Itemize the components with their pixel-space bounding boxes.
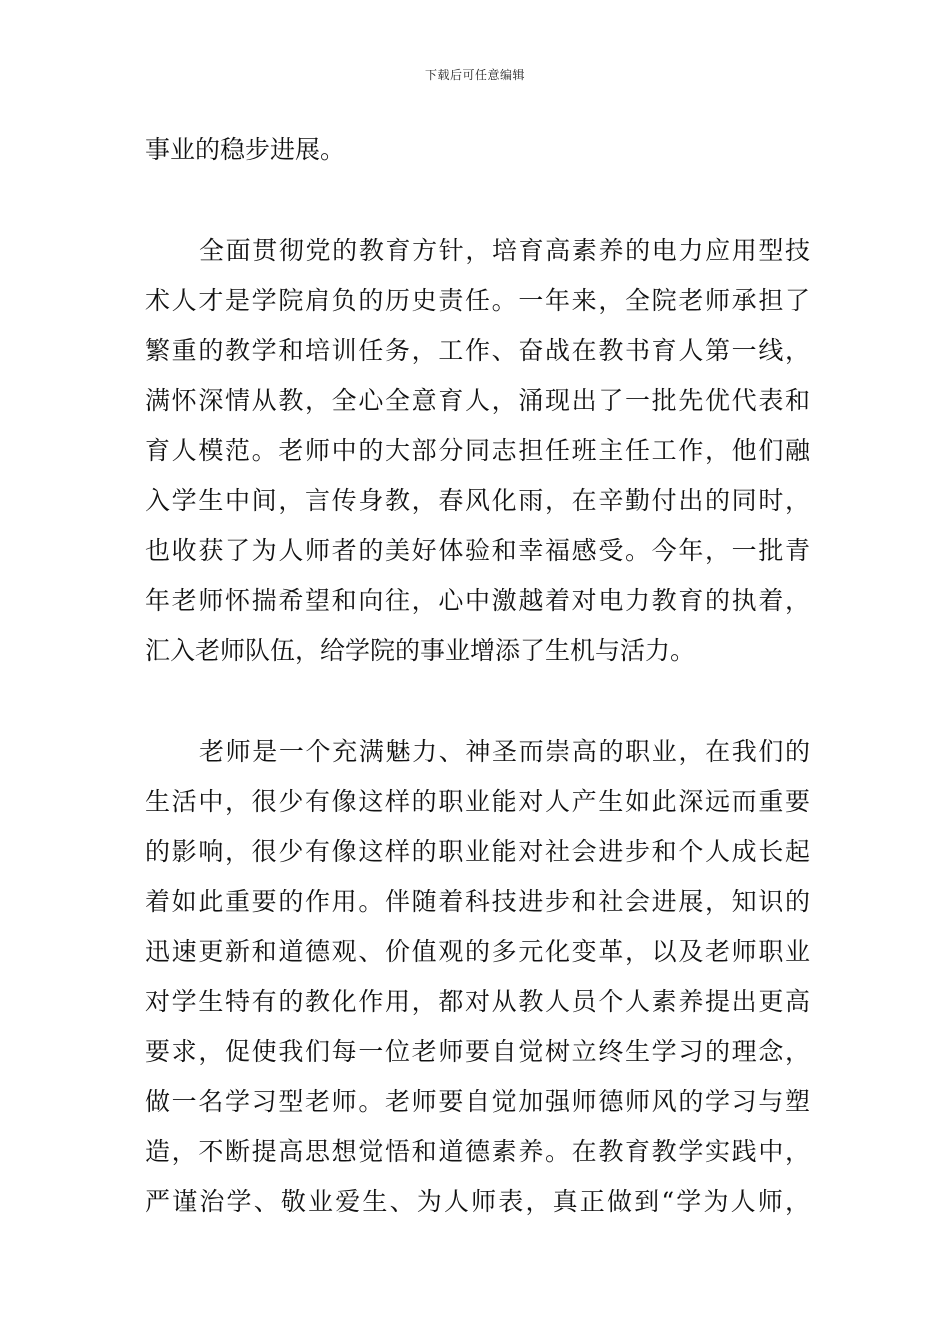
paragraph-1-line-4: 育人模范。老师中的大部分同志担任班主任工作，他们融 bbox=[145, 436, 810, 465]
paragraph-2-line-8: 造，不断提高思想觉悟和道德素养。在教育教学实践中， bbox=[145, 1137, 810, 1166]
paragraph-1-line-2: 繁重的教学和培训任务，工作、奋战在教书育人第一线， bbox=[145, 336, 810, 365]
header-note: 下载后可任意编辑 bbox=[424, 68, 525, 82]
paragraph-2-line-0: 老师是一个充满魅力、神圣而崇高的职业，在我们的 bbox=[199, 737, 810, 766]
paragraph-0-line-0: 事业的稳步进展。 bbox=[145, 135, 346, 164]
paragraph-2-line-4: 迅速更新和道德观、价值观的多元化变革，以及老师职业 bbox=[145, 937, 810, 966]
paragraph-1-line-7: 年老师怀揣希望和向往，心中激越着对电力教育的执着， bbox=[145, 586, 810, 615]
paragraph-2-line-1: 生活中，很少有像这样的职业能对人产生如此深远而重要 bbox=[145, 787, 810, 816]
paragraph-1-line-8: 汇入老师队伍，给学院的事业增添了生机与活力。 bbox=[145, 636, 696, 665]
paragraph-2-line-7: 做一名学习型老师。老师要自觉加强师德师风的学习与塑 bbox=[145, 1087, 810, 1116]
paragraph-gap bbox=[145, 175, 810, 226]
paragraph-gap bbox=[145, 676, 810, 727]
paragraph-1-line-0: 全面贯彻党的教育方针，培育高素养的电力应用型技 bbox=[199, 236, 810, 265]
paragraph-2-line-9: 严谨治学、敬业爱生、为人师表，真正做到“学为人师， bbox=[145, 1187, 810, 1216]
paragraph-1-line-5: 入学生中间，言传身教，春风化雨，在辛勤付出的同时， bbox=[145, 486, 810, 515]
paragraph-1-line-1: 术人才是学院肩负的历史责任。一年来，全院老师承担了 bbox=[145, 286, 810, 315]
paragraph-2-line-6: 要求，促使我们每一位老师要自觉树立终生学习的理念， bbox=[145, 1037, 810, 1066]
paragraph-1-line-3: 满怀深情从教，全心全意育人，涌现出了一批先优代表和 bbox=[145, 386, 810, 415]
paragraph-2-line-3: 着如此重要的作用。伴随着科技进步和社会进展，知识的 bbox=[145, 887, 810, 916]
paragraph-2-line-2: 的影响，很少有像这样的职业能对社会进步和个人成长起 bbox=[145, 837, 810, 866]
paragraph-1-line-6: 也收获了为人师者的美好体验和幸福感受。今年，一批青 bbox=[145, 536, 810, 565]
document-body bbox=[145, 125, 810, 1227]
paragraph-2-line-5: 对学生特有的教化作用，都对从教人员个人素养提出更高 bbox=[145, 987, 810, 1016]
